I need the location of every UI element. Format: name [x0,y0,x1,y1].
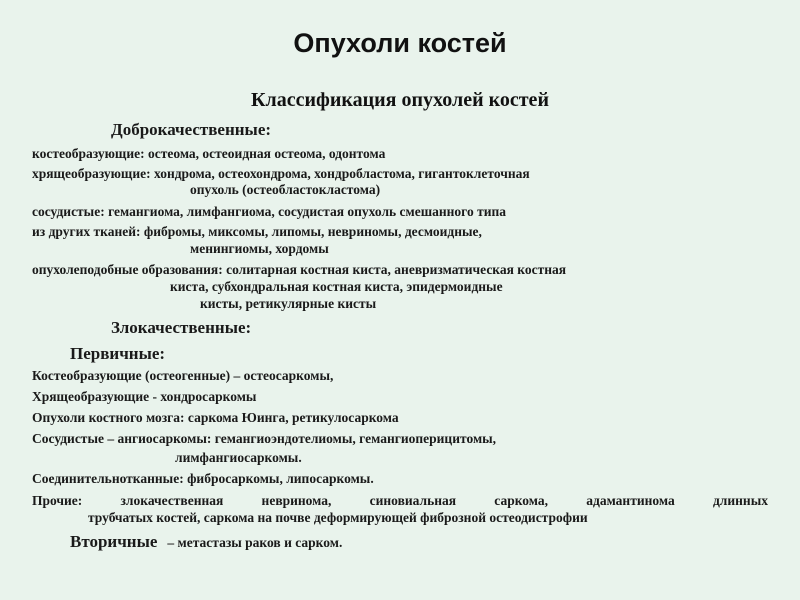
primary-heading: Первичные: [70,344,166,363]
classification-subtitle: Классификация опухолей костей [251,89,549,111]
benign-line: сосудистые: гемангиома, лимфангиома, сосудистая опухоль смешанного типа [32,204,507,219]
benign-line: из других тканей: фибромы, миксомы, липомы, невриномы, десмоидные, [32,224,482,239]
benign-line: опухолеподобные образования: солитарная костная киста, аневризматическая костная [32,262,567,277]
benign-line: киста, субхондральная костная киста, эпидермоидные [170,279,503,294]
primary-line: Прочие: злокачественная невринома, синовиальная саркома, адамантинома длинных [32,493,768,508]
primary-line: Костеобразующие (остеогенные) – остеосаркомы, [32,368,334,383]
benign-line: опухоль (остеобластокластома) [190,182,381,197]
primary-line: Сосудистые – ангиосаркомы: гемангиоэндотелиомы, гемангиоперицитомы, [32,431,497,446]
slide-title: Опухоли костей [293,28,507,58]
primary-line: трубчатых костей, саркома на почве деформирующей фиброзной остеодистрофии [88,510,588,525]
benign-line: менингиомы, хордомы [190,241,329,256]
benign-heading: Доброкачественные: [111,120,272,139]
benign-line: костеобразующие: остеома, остеоидная остеома, одонтома [32,146,386,161]
primary-line: Опухоли костного мозга: саркома Юинга, ретикулосаркома [32,410,399,425]
secondary-text: – метастазы раков и сарком. [167,535,343,550]
malignant-heading: Злокачественные: [111,318,252,337]
primary-line: Хрящеобразующие - хондросаркомы [32,389,257,404]
primary-line: Соединительнотканные: фибросаркомы, липосаркомы. [32,471,374,486]
secondary-row [70,532,342,552]
benign-line: кисты, ретикулярные кисты [200,296,377,311]
primary-line: лимфангиосаркомы. [175,450,302,465]
benign-line: хрящеобразующие: хондрома, остеохондрома, хондробластома, гигантоклеточная [32,166,530,181]
secondary-heading: Вторичные [70,532,158,551]
